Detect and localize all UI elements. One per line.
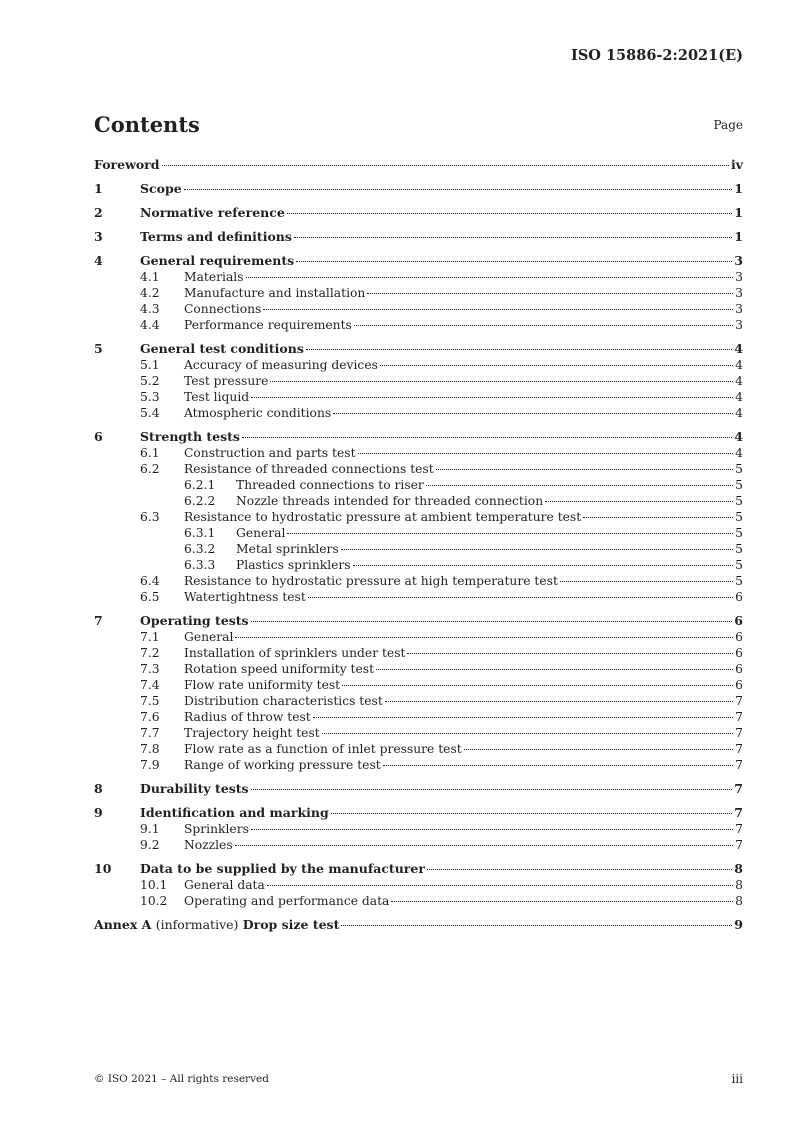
toc-entry-title: Scope: [140, 181, 182, 196]
toc-entry-number: 5.2: [140, 374, 160, 388]
toc-entry-number: 6.3.2: [184, 542, 216, 556]
toc-entry-page: 4: [735, 358, 743, 372]
toc-dot-leader: [436, 469, 733, 470]
toc-dot-leader: [246, 277, 734, 278]
toc-entry-number: 7.4: [140, 678, 160, 692]
toc-entry-page: 3: [735, 286, 743, 300]
toc-entry[interactable]: [94, 893, 743, 909]
toc-entry[interactable]: [94, 428, 743, 445]
toc-entry-number: 6.5: [140, 590, 160, 604]
toc-entry-page: 1: [734, 229, 743, 244]
toc-dot-leader: [333, 413, 733, 414]
toc-entry-title: Sprinklers: [184, 822, 249, 836]
toc-dot-leader: [354, 325, 733, 326]
toc-dot-leader: [560, 581, 733, 582]
toc-entry-number: 4.1: [140, 270, 160, 284]
toc-entry-number: 6: [94, 429, 103, 444]
toc-dot-leader: [235, 637, 733, 638]
toc-dot-leader: [464, 749, 733, 750]
toc-entry[interactable]: [94, 373, 743, 389]
toc-entry-title: Nozzles: [184, 838, 233, 852]
toc-entry-page: 4: [734, 429, 743, 444]
toc-entry[interactable]: [94, 837, 743, 853]
toc-entry-title: Metal sprinklers: [236, 542, 339, 556]
toc-entry-number: 5.4: [140, 406, 160, 420]
toc-entry-title: Drop size test: [242, 917, 340, 932]
toc-entry-page: 8: [734, 861, 743, 876]
toc-entry[interactable]: [94, 317, 743, 333]
toc-entry-title: Flow rate uniformity test: [184, 678, 341, 692]
toc-entry[interactable]: [94, 757, 743, 773]
toc-dot-leader: [385, 701, 733, 702]
toc-annex-note: (informative): [155, 917, 239, 932]
toc-dot-leader: [380, 365, 733, 366]
toc-entry-title: Installation of sprinklers under test: [184, 646, 406, 660]
toc-dot-leader: [322, 733, 733, 734]
toc-dot-leader: [308, 597, 733, 598]
toc-entry-page: 7: [735, 742, 743, 756]
toc-entry[interactable]: [94, 693, 743, 709]
toc-dot-leader: [294, 237, 732, 238]
toc-entry-title: Test pressure: [184, 374, 269, 388]
toc-entry[interactable]: [94, 661, 743, 677]
toc-entry[interactable]: [94, 156, 743, 173]
toc-entry-number: 5.3: [140, 390, 160, 404]
toc-dot-leader: [184, 189, 733, 190]
toc-entry-page: 7: [735, 726, 743, 740]
toc-dot-leader: [391, 901, 733, 902]
table-of-contents: [94, 156, 743, 933]
toc-entry[interactable]: [94, 589, 743, 605]
toc-entry[interactable]: [94, 804, 743, 821]
toc-entry-page: 5: [735, 510, 743, 524]
toc-entry[interactable]: [94, 285, 743, 301]
toc-entry-page: 6: [735, 590, 743, 604]
toc-entry[interactable]: [94, 780, 743, 797]
toc-entry-number: 4: [94, 253, 103, 268]
toc-entry-number: 9.2: [140, 838, 160, 852]
toc-entry-title: Performance requirements: [184, 318, 352, 332]
toc-entry-title: Rotation speed uniformity test: [184, 662, 375, 676]
toc-entry[interactable]: [94, 389, 743, 405]
toc-entry[interactable]: [94, 461, 743, 477]
toc-entry-title: Resistance to hydrostatic pressure at ambient temperature test: [184, 510, 582, 524]
toc-entry[interactable]: [94, 301, 743, 317]
toc-dot-leader: [313, 717, 733, 718]
toc-dot-leader: [341, 549, 733, 550]
toc-entry[interactable]: [94, 445, 743, 461]
toc-entry-title: Resistance to hydrostatic pressure at high temperature test: [184, 574, 558, 588]
toc-entry[interactable]: [94, 645, 743, 661]
toc-entry-number: 6.4: [140, 574, 160, 588]
toc-entry-page: 3: [735, 270, 743, 284]
toc-entry-page: 1: [734, 205, 743, 220]
toc-entry-number: 7.1: [140, 630, 160, 644]
toc-entry-page: 7: [734, 805, 743, 820]
toc-entry-title: Plastics sprinklers: [236, 558, 351, 572]
toc-entry-title: Resistance of threaded connections test: [184, 462, 434, 476]
toc-entry[interactable]: [94, 860, 743, 877]
toc-entry-title: Foreword: [94, 157, 160, 172]
toc-dot-leader: [358, 453, 734, 454]
toc-entry-page: 7: [734, 781, 743, 796]
toc-entry-page: 7: [735, 694, 743, 708]
toc-entry[interactable]: [94, 916, 743, 933]
toc-entry-title: Connections: [184, 302, 262, 316]
toc-entry-title: Durability tests: [140, 781, 249, 796]
toc-dot-leader: [270, 381, 733, 382]
toc-entry[interactable]: [94, 405, 743, 421]
page-title: Contents: [94, 112, 200, 137]
toc-entry-number: 8: [94, 781, 103, 796]
toc-entry-title: General test conditions: [140, 341, 304, 356]
toc-entry-page: 7: [735, 758, 743, 772]
toc-entry-page: 7: [735, 838, 743, 852]
toc-entry-page: 5: [735, 494, 743, 508]
toc-entry[interactable]: [94, 709, 743, 725]
toc-entry[interactable]: [94, 477, 743, 493]
toc-entry-page: 6: [735, 630, 743, 644]
toc-dot-leader: [545, 501, 733, 502]
toc-entry-page: 6: [735, 678, 743, 692]
toc-dot-leader: [235, 845, 734, 846]
copyright-notice: © ISO 2021 – All rights reserved: [94, 1073, 269, 1085]
toc-entry-title: Trajectory height test: [184, 726, 320, 740]
toc-entry-number: 7.3: [140, 662, 160, 676]
toc-entry-title: Manufacture and installation: [184, 286, 366, 300]
toc-entry-page: 4: [734, 341, 743, 356]
toc-dot-leader: [383, 765, 733, 766]
toc-entry-number: 9: [94, 805, 103, 820]
toc-entry[interactable]: [94, 204, 743, 221]
toc-dot-leader: [341, 925, 732, 926]
toc-entry-number: 5: [94, 341, 103, 356]
toc-entry-page: 8: [735, 894, 743, 908]
toc-entry-number: 1: [94, 181, 103, 196]
toc-entry-title: Test liquid: [184, 390, 250, 404]
toc-entry-number: 10: [94, 861, 112, 876]
toc-entry[interactable]: [94, 821, 743, 837]
toc-entry-title: Radius of throw test: [184, 710, 311, 724]
toc-entry-title: Normative reference: [140, 205, 285, 220]
toc-dot-leader: [287, 533, 733, 534]
toc-entry-number: 10.1: [140, 878, 168, 892]
toc-entry[interactable]: [94, 541, 743, 557]
toc-entry-page: 4: [735, 374, 743, 388]
toc-entry-number: 7.5: [140, 694, 160, 708]
toc-entry-number: 6.3.1: [184, 526, 216, 540]
toc-entry-page: 7: [735, 822, 743, 836]
toc-entry-title: General: [236, 526, 286, 540]
toc-entry-title: Construction and parts test: [184, 446, 356, 460]
toc-entry[interactable]: [94, 612, 743, 629]
toc-dot-leader: [353, 565, 734, 566]
toc-entry-number: 10.2: [140, 894, 168, 908]
toc-entry-title: Atmospheric conditions: [184, 406, 332, 420]
toc-entry[interactable]: [94, 228, 743, 245]
toc-entry-page: 3: [735, 318, 743, 332]
toc-entry[interactable]: [94, 252, 743, 269]
toc-entry[interactable]: [94, 509, 743, 525]
toc-entry-page: 5: [735, 558, 743, 572]
toc-dot-leader: [583, 517, 733, 518]
toc-entry-page: 6: [735, 646, 743, 660]
toc-entry-page: 9: [734, 917, 743, 932]
toc-entry-title: General data: [184, 878, 265, 892]
toc-entry-page: 3: [734, 253, 743, 268]
toc-entry-title: General requirements: [140, 253, 295, 268]
toc-entry-title: Identification and marking: [140, 805, 329, 820]
toc-entry[interactable]: [94, 877, 743, 893]
toc-entry-number: 6.2.2: [184, 494, 216, 508]
toc-entry-page: 4: [735, 390, 743, 404]
toc-dot-leader: [251, 789, 733, 790]
toc-entry-page: 5: [735, 462, 743, 476]
toc-entry-title: Flow rate as a function of inlet pressure test: [184, 742, 462, 756]
toc-entry-number: 4.4: [140, 318, 160, 332]
toc-entry-title: Operating and performance data: [184, 894, 390, 908]
toc-entry-title: Distribution characteristics test: [184, 694, 383, 708]
toc-entry-title: General: [184, 630, 234, 644]
toc-entry-number: 6.2.1: [184, 478, 216, 492]
toc-entry[interactable]: [94, 357, 743, 373]
toc-entry-title: Data to be supplied by the manufacturer: [140, 861, 425, 876]
toc-entry-title: Materials: [184, 270, 244, 284]
toc-entry-title: Threaded connections to riser: [236, 478, 424, 492]
toc-dot-leader: [306, 349, 732, 350]
toc-dot-leader: [263, 309, 733, 310]
toc-entry-page: 6: [734, 613, 743, 628]
toc-entry-number: 7: [94, 613, 103, 628]
toc-annex-label: Annex A: [94, 917, 152, 932]
toc-entry[interactable]: [94, 340, 743, 357]
toc-entry-number: 6.3: [140, 510, 160, 524]
toc-dot-leader: [296, 261, 732, 262]
toc-dot-leader: [426, 485, 733, 486]
toc-entry-page: iv: [730, 157, 743, 172]
toc-entry-number: 6.1: [140, 446, 160, 460]
toc-entry[interactable]: [94, 677, 743, 693]
toc-entry-page: 4: [735, 406, 743, 420]
toc-dot-leader: [251, 397, 733, 398]
toc-entry-title: Nozzle threads intended for threaded connection: [236, 494, 544, 508]
toc-entry[interactable]: [94, 573, 743, 589]
toc-entry-page: 5: [735, 526, 743, 540]
toc-dot-leader: [267, 885, 733, 886]
toc-dot-leader: [162, 165, 729, 166]
toc-entry[interactable]: [94, 557, 743, 573]
toc-dot-leader: [287, 213, 732, 214]
toc-entry-page: 5: [735, 574, 743, 588]
toc-entry-title: Accuracy of measuring devices: [184, 358, 378, 372]
document-id: ISO 15886-2:2021(E): [571, 47, 743, 64]
toc-entry-number: 7.8: [140, 742, 160, 756]
toc-entry[interactable]: [94, 629, 743, 645]
toc-entry-number: 9.1: [140, 822, 160, 836]
toc-dot-leader: [376, 669, 733, 670]
toc-entry-page: 1: [734, 181, 743, 196]
toc-entry[interactable]: [94, 493, 743, 509]
toc-entry-title: Operating tests: [140, 613, 249, 628]
toc-entry-number: 7.9: [140, 758, 160, 772]
toc-entry-number: 4.2: [140, 286, 160, 300]
toc-entry-number: 7.2: [140, 646, 160, 660]
toc-entry-page: 5: [735, 478, 743, 492]
toc-entry[interactable]: [94, 180, 743, 197]
toc-dot-leader: [251, 829, 733, 830]
toc-entry-title: Strength tests: [140, 429, 240, 444]
toc-entry-number: 6.2: [140, 462, 160, 476]
toc-entry-page: 7: [735, 710, 743, 724]
toc-entry-title: Range of working pressure test: [184, 758, 381, 772]
toc-entry-page: 8: [735, 878, 743, 892]
toc-entry-number: 3: [94, 229, 103, 244]
toc-dot-leader: [331, 813, 733, 814]
toc-entry[interactable]: [94, 741, 743, 757]
toc-dot-leader: [342, 685, 733, 686]
toc-entry-number: 5.1: [140, 358, 160, 372]
toc-entry-number: 6.3.3: [184, 558, 216, 572]
toc-entry-number: 7.7: [140, 726, 160, 740]
toc-entry-page: 5: [735, 542, 743, 556]
toc-entry-number: 2: [94, 205, 103, 220]
toc-dot-leader: [367, 293, 733, 294]
toc-entry[interactable]: [94, 525, 743, 541]
toc-entry-page: 3: [735, 302, 743, 316]
toc-entry[interactable]: [94, 725, 743, 741]
toc-dot-leader: [427, 869, 732, 870]
toc-dot-leader: [251, 621, 733, 622]
page-column-label: Page: [713, 118, 743, 132]
toc-entry-number: 7.6: [140, 710, 160, 724]
toc-dot-leader: [407, 653, 733, 654]
toc-entry[interactable]: [94, 269, 743, 285]
page-number: iii: [731, 1072, 743, 1086]
toc-entry-page: 4: [735, 446, 743, 460]
toc-entry-title: Watertightness test: [184, 590, 306, 604]
toc-entry-number: 4.3: [140, 302, 160, 316]
toc-dot-leader: [242, 437, 732, 438]
toc-entry-page: 6: [735, 662, 743, 676]
toc-entry-title: Terms and definitions: [140, 229, 292, 244]
